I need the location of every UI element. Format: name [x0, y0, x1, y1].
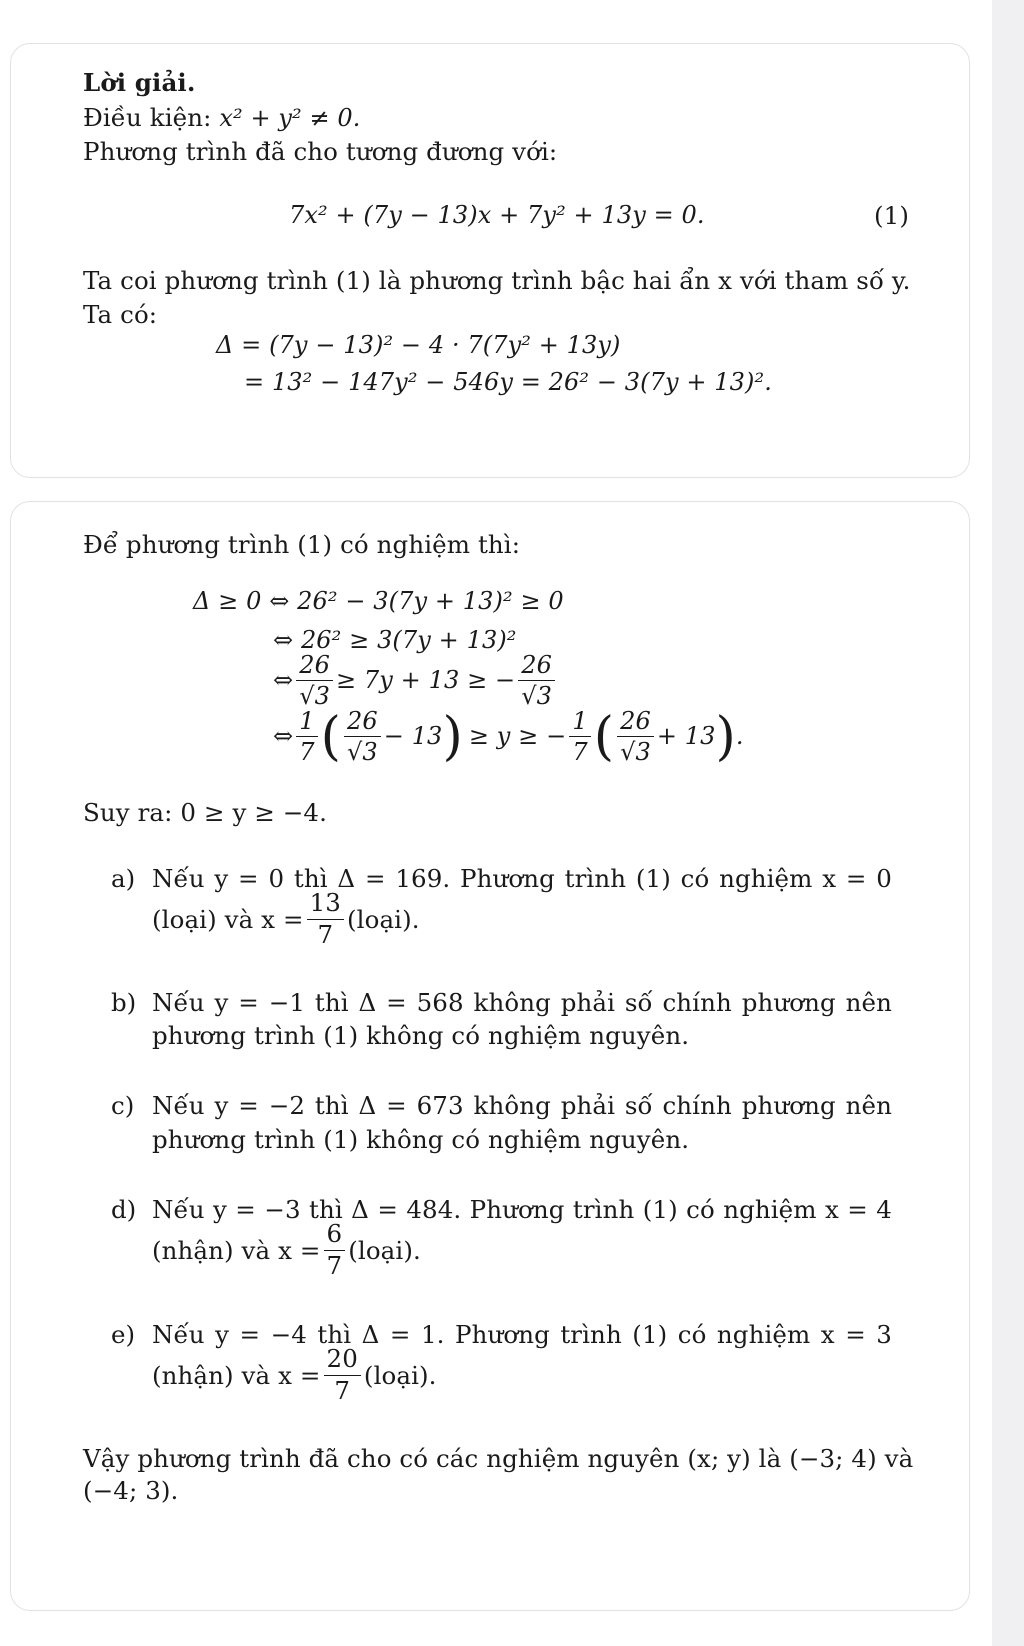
final-conclusion-line-1: Vậy phương trình đã cho có các nghiệm nguyên (x; y) là (−3; 4) và — [83, 1444, 914, 1473]
fraction-6-over-7 — [324, 1221, 346, 1280]
fraction-26-over-sqrt3 — [296, 652, 333, 710]
frac-numerator: 26 — [344, 708, 381, 737]
item-a-pre: (loại) và x = — [152, 904, 304, 934]
plus-13: + 13 — [656, 722, 716, 751]
item-a-post: (loại). — [347, 904, 420, 934]
y-range-conclusion: Suy ra: 0 ≥ y ≥ −4. — [83, 798, 327, 827]
fraction-26-over-sqrt3 — [344, 708, 381, 766]
item-e-line-1: Nếu y = −4 thì Δ = 1. Phương trình (1) có nghiệm x = 3 — [152, 1320, 892, 1349]
we-have-text: Ta có: — [83, 300, 158, 329]
fraction-20-over-7 — [324, 1346, 361, 1405]
equivalent-text: Phương trình đã cho tương đương với: — [83, 137, 558, 166]
frac-numerator: 26 — [617, 708, 654, 737]
solution-card-2 — [10, 501, 970, 1611]
solution-card-1 — [10, 43, 970, 478]
period: . — [735, 722, 744, 751]
inequality-middle: ≥ y ≥ − — [468, 722, 567, 751]
delta-line-1: Δ = (7y − 13)² − 4 · 7(7y² + 13y) — [216, 331, 621, 359]
frac-denominator: 7 — [317, 919, 334, 949]
right-paren: ) — [442, 706, 463, 767]
inequality-line-2: ⇔ 26² ≥ 3(7y + 13)² — [273, 626, 517, 654]
inequality-line-1: Δ ≥ 0 ⇔ 26² − 3(7y + 13)² ≥ 0 — [193, 587, 564, 615]
item-e-line-2 — [152, 1346, 437, 1405]
frac-numerator: 1 — [296, 708, 317, 737]
minus-13: − 13 — [383, 722, 443, 751]
item-a-line-2 — [152, 890, 420, 949]
inequality-middle: ≥ 7y + 13 ≥ − — [335, 666, 516, 695]
item-c-line-2: phương trình (1) không có nghiệm nguyên. — [152, 1125, 690, 1154]
left-paren: ( — [320, 706, 341, 767]
right-paren: ) — [715, 706, 736, 767]
item-a-label: a) — [111, 864, 136, 893]
frac-denominator: √3 — [346, 738, 378, 767]
solvable-intro: Để phương trình (1) có nghiệm thì: — [83, 530, 521, 559]
frac-denominator: 7 — [326, 1250, 343, 1280]
item-e-pre: (nhận) và x = — [152, 1360, 321, 1390]
delta-line-2: = 13² − 147y² − 546y = 26² − 3(7y + 13)². — [244, 368, 772, 396]
left-paren: ( — [593, 706, 615, 767]
item-c-line-1: Nếu y = −2 thì Δ = 673 không phải số chính phương nên — [152, 1091, 892, 1120]
frac-numerator: 1 — [569, 708, 590, 737]
fraction-26-over-sqrt3 — [617, 708, 654, 766]
item-e-post: (loại). — [363, 1360, 437, 1390]
item-d-pre: (nhận) và x = — [152, 1235, 321, 1265]
condition-prefix: Điều kiện: — [83, 103, 212, 132]
frac-numerator: 26 — [296, 652, 333, 681]
consider-text: Ta coi phương trình (1) là phương trình bậc hai ẩn x với tham số y. — [83, 266, 911, 295]
equiv-arrow: ⇔ — [273, 722, 294, 751]
fraction-26-over-sqrt3-negative — [518, 652, 555, 710]
solution-heading: Lời giải. — [83, 68, 196, 97]
item-d-line-1: Nếu y = −3 thì Δ = 484. Phương trình (1) có nghiệm x = 4 — [152, 1195, 892, 1224]
frac-denominator: √3 — [521, 682, 552, 711]
fraction-1-over-7 — [296, 708, 317, 766]
item-d-line-2 — [152, 1221, 421, 1280]
equiv-arrow: ⇔ — [273, 666, 294, 695]
item-a-line-1: Nếu y = 0 thì Δ = 169. Phương trình (1) có nghiệm x = 0 — [152, 864, 892, 893]
item-c-label: c) — [111, 1091, 135, 1120]
condition-math: x² + y² ≠ 0. — [219, 104, 361, 132]
equation-1: 7x² + (7y − 13)x + 7y² + 13y = 0. — [289, 201, 705, 229]
item-d-label: d) — [111, 1195, 137, 1224]
fraction-13-over-7 — [307, 890, 344, 949]
item-b-line-2: phương trình (1) không có nghiệm nguyên. — [152, 1021, 690, 1050]
item-e-label: e) — [111, 1320, 136, 1349]
item-b-label: b) — [111, 988, 137, 1017]
item-d-post: (loại). — [348, 1235, 421, 1265]
inequality-line-4 — [273, 708, 744, 766]
frac-denominator: √3 — [620, 738, 651, 767]
fraction-1-over-7 — [569, 708, 590, 766]
frac-numerator: 6 — [324, 1221, 346, 1251]
frac-numerator: 26 — [518, 652, 555, 681]
frac-denominator: 7 — [299, 738, 315, 767]
equation-1-label: (1) — [874, 201, 910, 230]
frac-numerator: 20 — [324, 1346, 361, 1376]
frac-denominator: √3 — [299, 682, 330, 711]
frac-denominator: 7 — [334, 1375, 351, 1405]
final-conclusion-line-2: (−4; 3). — [83, 1476, 179, 1505]
frac-numerator: 13 — [307, 890, 344, 920]
frac-denominator: 7 — [572, 738, 588, 767]
scroll-edge — [992, 0, 1024, 1646]
condition-line — [83, 103, 361, 133]
item-b-line-1: Nếu y = −1 thì Δ = 568 không phải số chính phương nên — [152, 988, 892, 1017]
inequality-line-3 — [273, 652, 558, 710]
